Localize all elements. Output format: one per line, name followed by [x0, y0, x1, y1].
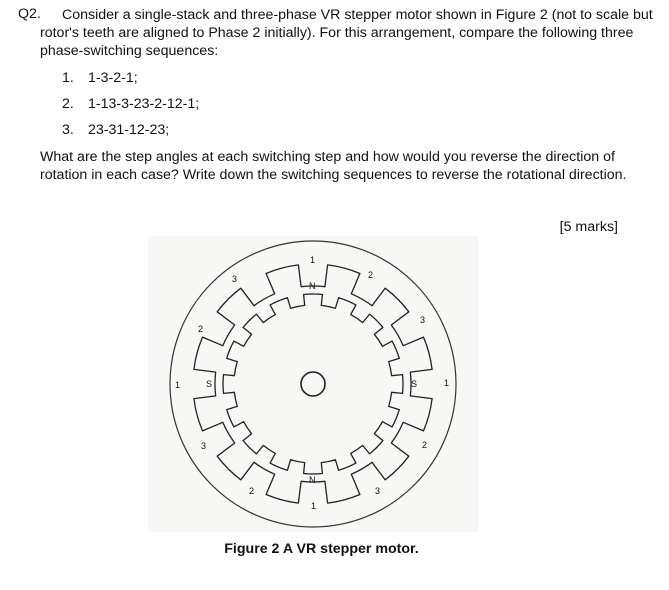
question-body-line-1: What are the step angles at each switching step and how would you reverse the direction of [40, 149, 615, 165]
pole-label-bottom-right: 3 [375, 486, 381, 496]
pole-label-left: 1 [175, 380, 181, 390]
pole-label-top: 1 [310, 255, 316, 265]
sequence-item-3 [62, 122, 169, 138]
pole-label-right: 1 [444, 378, 450, 388]
sequence-number: 1. [62, 70, 74, 86]
pole-label-bottom-left: 2 [249, 486, 255, 496]
sequence-item-2 [62, 96, 199, 112]
sequence-text: 1-13-3-23-2-12-1; [88, 96, 200, 112]
sequence-text: 23-31-12-23; [88, 122, 170, 138]
stepper-motor-figure [148, 236, 478, 532]
sequence-text: 1-3-2-1; [88, 70, 138, 86]
question-intro-line-1: Consider a single-stack and three-phase VR stepper motor shown in Figure 2 (not to scale but [62, 7, 653, 23]
question-intro-line-2: rotor's teeth are aligned to Phase 2 initially). For this arrangement, compare the following three [40, 25, 634, 41]
question-number: Q2. [18, 6, 41, 22]
pole-letter-right: S [411, 379, 418, 389]
marks-label: [5 marks] [559, 219, 618, 235]
sequence-number: 2. [62, 96, 74, 112]
sequence-number: 3. [62, 122, 74, 138]
question-body-line-2: rotation in each case? Write down the switching sequences to reverse the rotational direction. [40, 167, 627, 183]
sequence-item-1 [62, 70, 138, 86]
stepper-motor-diagram [148, 236, 478, 532]
pole-label-bottom: 1 [311, 501, 317, 511]
pole-label-right-upper: 3 [420, 315, 426, 325]
pole-label-left-upper: 2 [198, 324, 204, 334]
pole-letter-top: N [309, 281, 316, 291]
pole-label-top-left: 3 [232, 274, 238, 284]
pole-label-top-right: 2 [368, 270, 374, 280]
pole-label-right-lower: 2 [422, 440, 428, 450]
pole-label-left-lower: 3 [201, 441, 207, 451]
question-intro-line-3: phase-switching sequences: [40, 43, 219, 59]
figure-caption: Figure 2 A VR stepper motor. [224, 541, 419, 557]
pole-letter-bottom: N [309, 475, 316, 485]
pole-letter-left: S [206, 379, 213, 389]
